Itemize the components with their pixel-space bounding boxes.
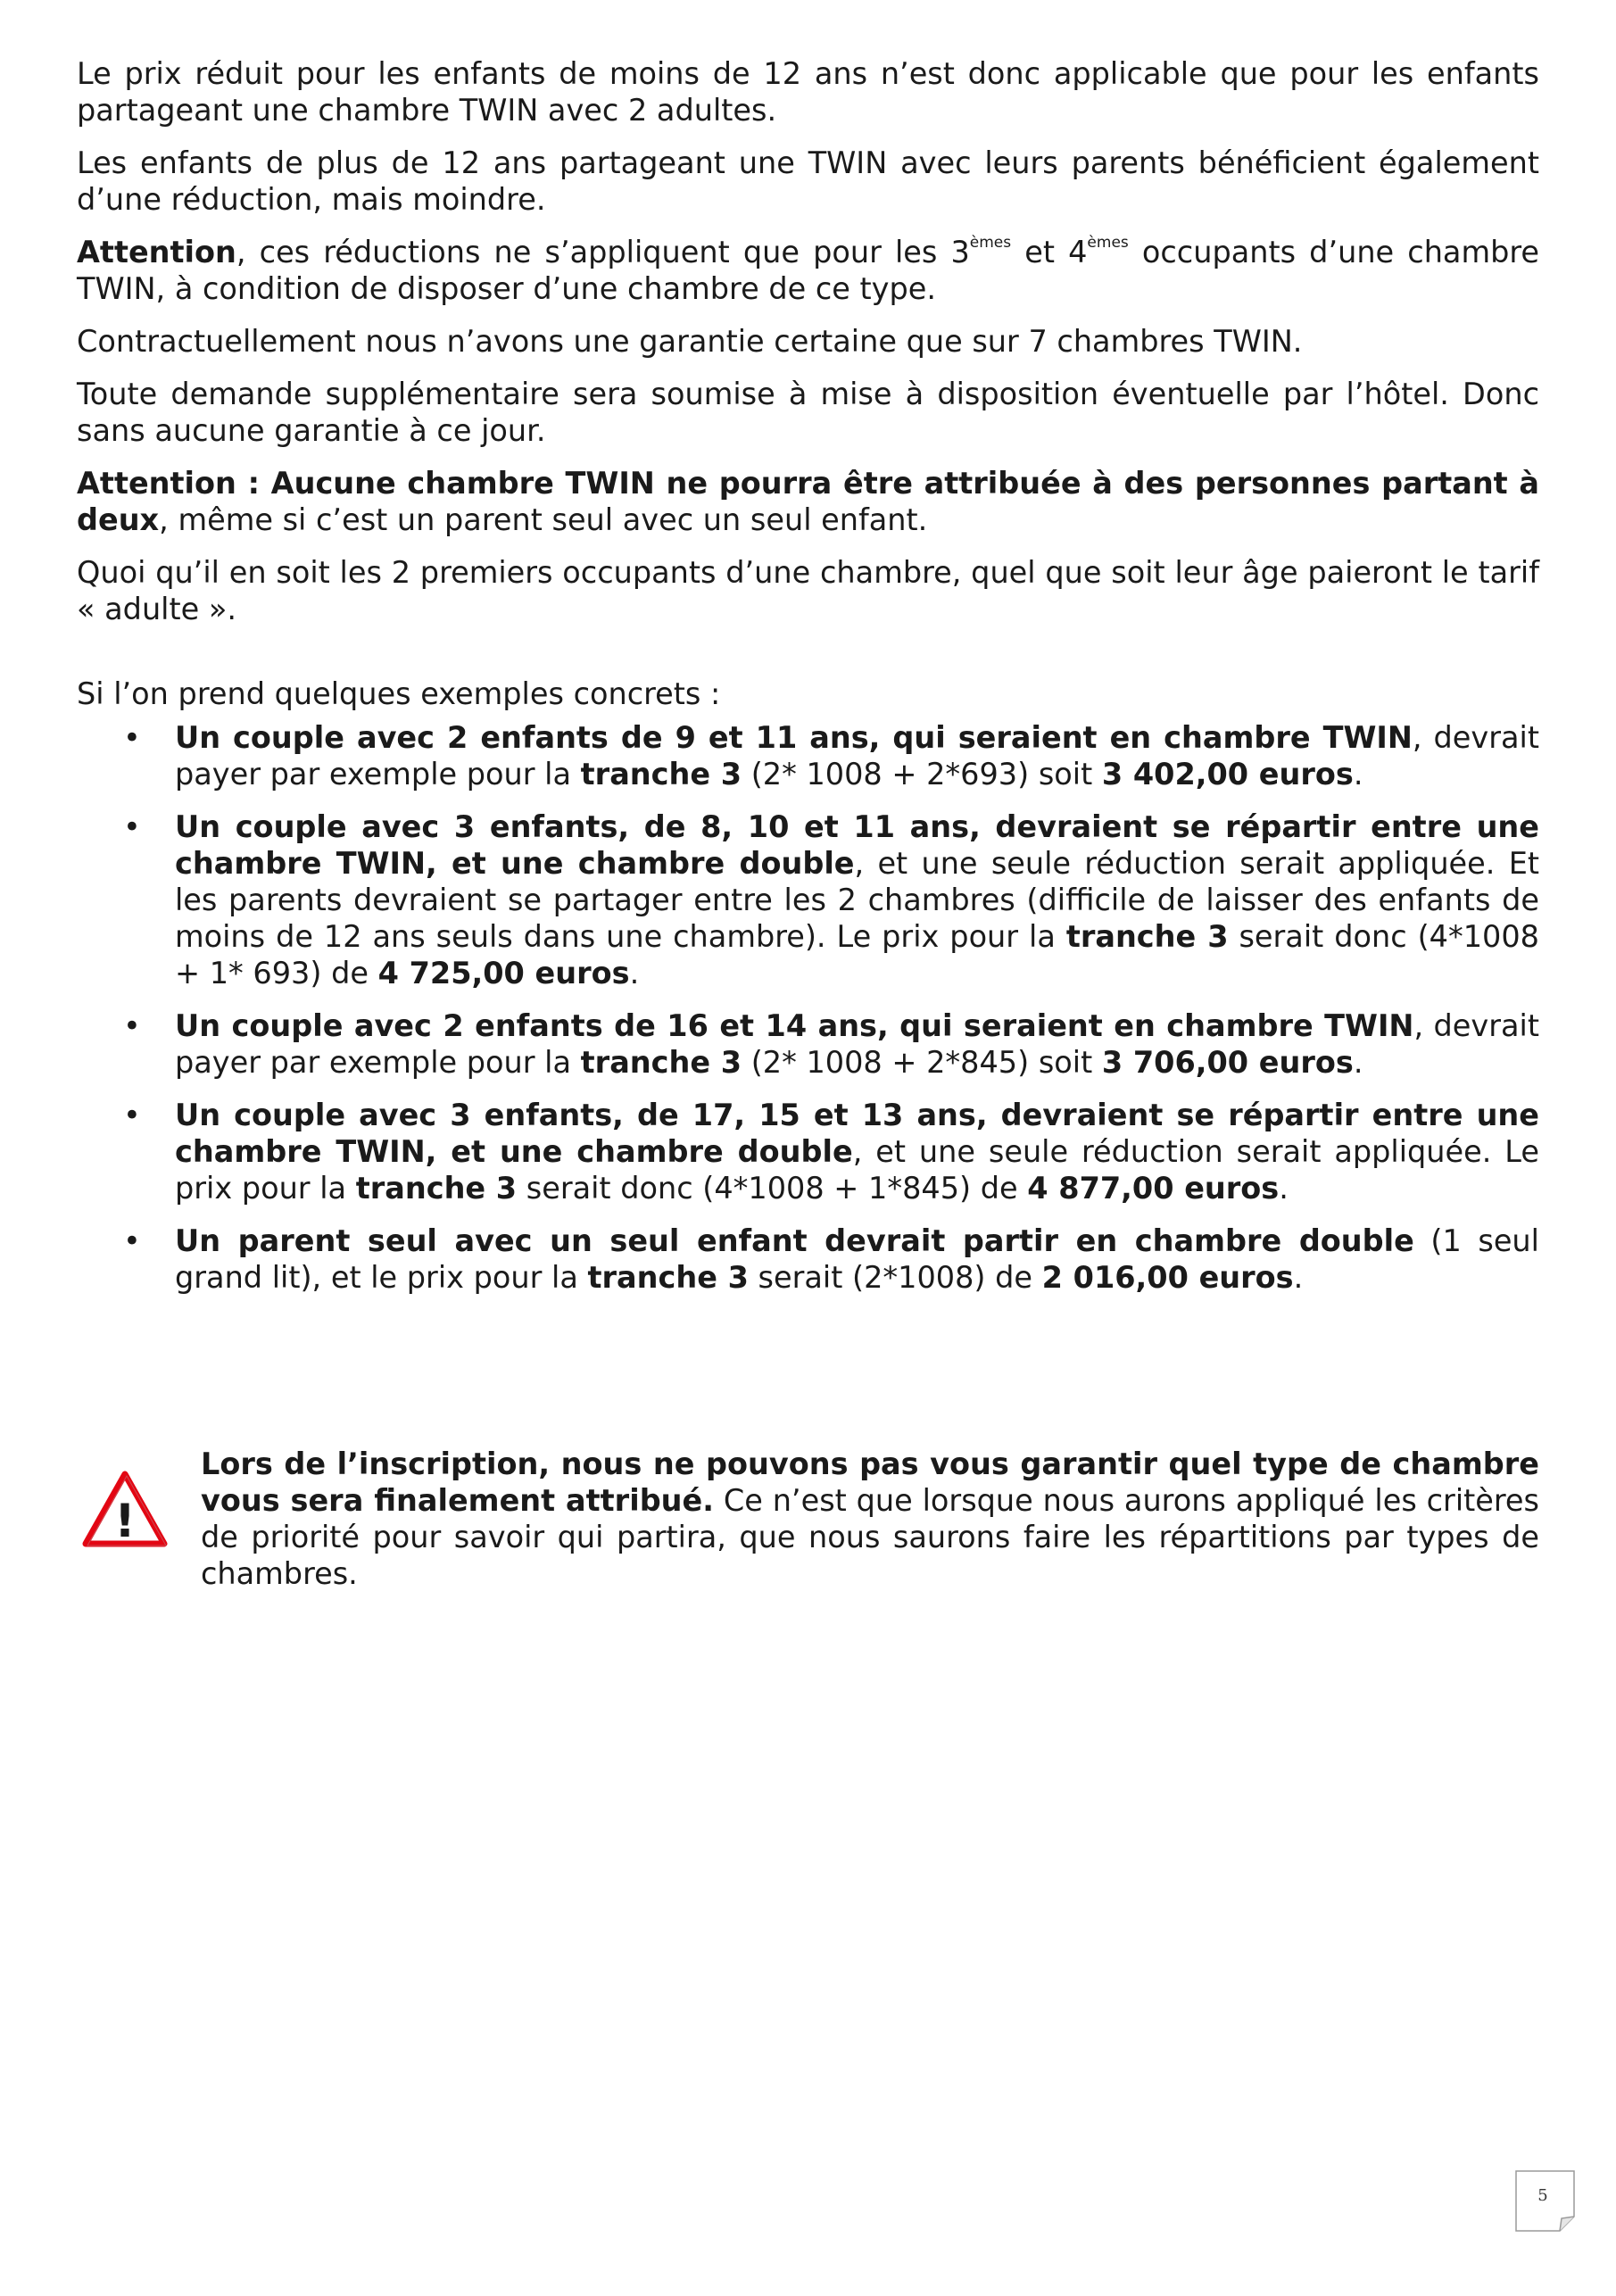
warning-triangle-icon xyxy=(82,1471,168,1547)
list-item: • Un couple avec 2 enfants de 9 et 11 ans, qui seraient en chambre TWIN, devrait payer par exemple pour la tranche 3 (2* 1008 + 2*693) soit 3 402,00 euros. xyxy=(123,720,1539,792)
paragraph-reduced-price: Le prix réduit pour les enfants de moins de 12 ans n’est donc applicable que pour les enfants partageant une chambre TWIN avec 2 adultes. xyxy=(77,56,1539,128)
page-number-badge xyxy=(1515,2170,1576,2233)
bullet-icon: • xyxy=(123,1008,141,1043)
list-item: • Un couple avec 3 enfants, de 8, 10 et 11 ans, devraient se répartir entre une chambre TWIN, et une chambre double, et une seule réduction serait appliquée. Et les parents devraient se partager entre les 2 chambres (difficile de laisser des enfants de moins de 12 ans seuls dans une chambre). Le prix pour la tranche 3 serait donc (4*1008 + 1* 693) de 4 725,00 euros. xyxy=(123,809,1539,991)
warning-text: Lors de l’inscription, nous ne pouvons pas vous garantir quel type de chambre vous sera finalement attribué. Ce n’est que lorsque nous aurons appliqué les critères de priorité pour savoir qui partira, que nous saurons faire les répartitions par types de chambres. xyxy=(201,1446,1539,1591)
document-body xyxy=(77,55,1539,1312)
paragraph-attention-reductions: Attention, ces réductions ne s’appliquent que pour les 3èmes et 4èmes occupants d’une chambre TWIN, à condition de disposer d’une chambre de ce type. xyxy=(77,234,1540,306)
warning-block xyxy=(77,1446,1539,1592)
attention-label: Attention xyxy=(77,235,236,269)
paragraph-over-12: Les enfants de plus de 12 ans partageant une TWIN avec leurs parents bénéficient également d’une réduction, mais moindre. xyxy=(77,145,1539,217)
paragraph-guarantee: Contractuellement nous n’avons une garantie certaine que sur 7 chambres TWIN. xyxy=(77,324,1303,359)
list-item: • Un couple avec 3 enfants, de 17, 15 et 13 ans, devraient se répartir entre une chambre TWIN, et une chambre double, et une seule réduction serait appliquée. Le prix pour la tranche 3 serait donc (4*1008 + 1*845) de 4 877,00 euros. xyxy=(123,1098,1539,1206)
bullet-icon: • xyxy=(123,1098,141,1132)
list-item: • Un parent seul avec un seul enfant devrait partir en chambre double (1 seul grand lit), et le prix pour la tranche 3 serait (2*1008) de 2 016,00 euros. xyxy=(123,1223,1539,1295)
page-number: 5 xyxy=(1537,2186,1548,2205)
examples-intro: Si l’on prend quelques exemples concrets : xyxy=(77,676,721,711)
bullet-icon: • xyxy=(123,720,141,755)
paragraph-additional-request: Toute demande supplémentaire sera soumise à mise à disposition éventuelle par l’hôtel. Donc sans aucune garantie à ce jour. xyxy=(77,377,1539,448)
paragraph-attention-twin: Attention : Aucune chambre TWIN ne pourra être attribuée à des personnes partant à deux, même si c’est un parent seul avec un seul enfant. xyxy=(77,466,1539,537)
paragraph-first-occupants: Quoi qu’il en soit les 2 premiers occupants d’une chambre, quel que soit leur âge paieront le tarif « adulte ». xyxy=(77,555,1539,626)
warning-exclamation: ! xyxy=(114,1495,136,1547)
examples-list xyxy=(77,719,1539,1296)
bullet-icon: • xyxy=(123,809,141,844)
list-item: • Un couple avec 2 enfants de 16 et 14 ans, qui seraient en chambre TWIN, devrait payer par exemple pour la tranche 3 (2* 1008 + 2*845) soit 3 706,00 euros. xyxy=(123,1008,1539,1080)
bullet-icon: • xyxy=(123,1223,141,1258)
